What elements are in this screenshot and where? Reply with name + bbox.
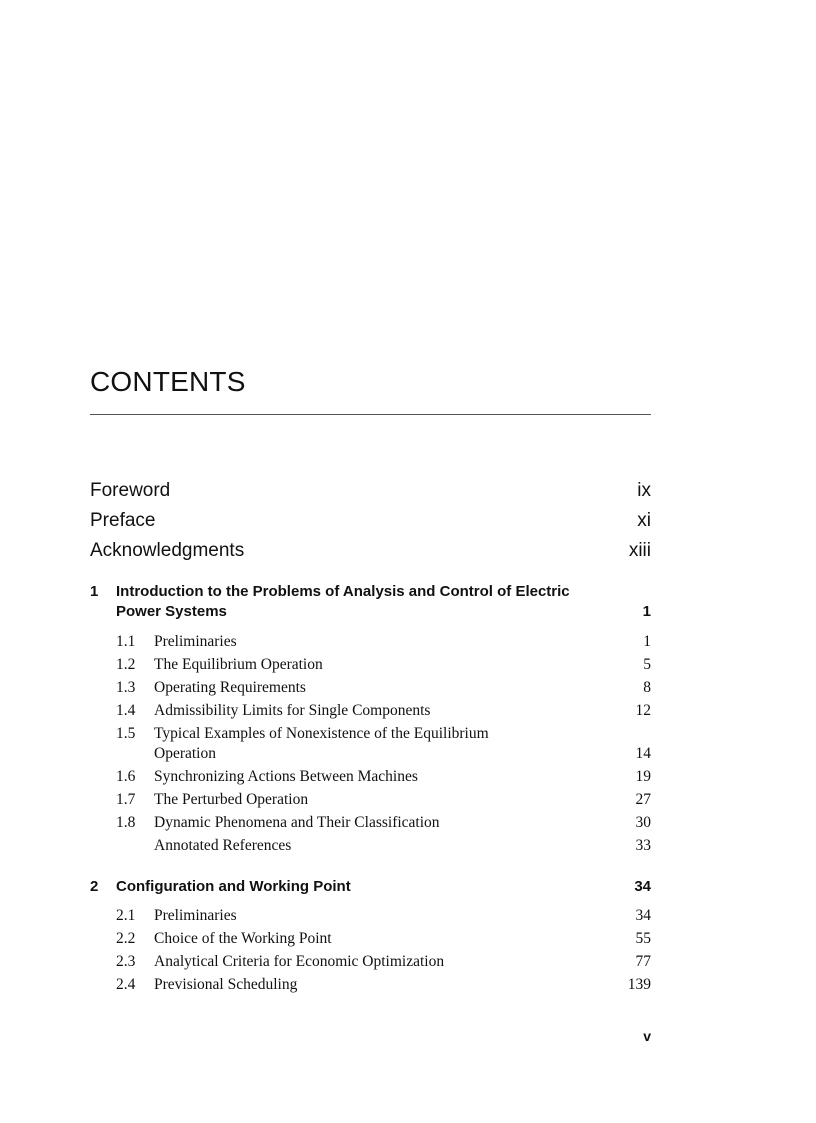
title-rule bbox=[90, 414, 651, 415]
toc-section-1-8[interactable] bbox=[116, 813, 651, 833]
section-page: 139 bbox=[627, 976, 651, 993]
section-page: 33 bbox=[635, 837, 651, 854]
section-number: 2.4 bbox=[116, 976, 136, 993]
section-title: Preliminaries bbox=[154, 907, 237, 924]
toc-section-annotated-references[interactable] bbox=[116, 836, 651, 856]
page-title: CONTENTS bbox=[90, 366, 246, 397]
toc-section-1-3[interactable] bbox=[116, 678, 651, 698]
section-number: 2.2 bbox=[116, 930, 136, 947]
section-title: Choice of the Working Point bbox=[154, 930, 332, 947]
toc-section-1-7[interactable] bbox=[116, 790, 651, 810]
toc-section-1-1[interactable] bbox=[116, 632, 651, 652]
section-number: 2.1 bbox=[116, 907, 136, 924]
toc-entry-foreword[interactable] bbox=[90, 478, 651, 504]
section-page: 14 bbox=[635, 745, 651, 762]
section-title: Analytical Criteria for Economic Optimization bbox=[154, 953, 445, 970]
section-title: Synchronizing Actions Between Machines bbox=[154, 768, 418, 785]
section-page: 34 bbox=[635, 907, 651, 924]
toc-chapter-2[interactable] bbox=[90, 877, 651, 897]
section-title: Annotated References bbox=[154, 837, 292, 854]
section-title: Preliminaries bbox=[154, 633, 237, 650]
toc-section-1-2[interactable] bbox=[116, 655, 651, 675]
chapter-title: Configuration and Working Point bbox=[116, 878, 351, 895]
section-page: 5 bbox=[643, 656, 651, 673]
chapter-number: 1 bbox=[90, 583, 99, 600]
section-number: 1.6 bbox=[116, 768, 136, 785]
toc-section-2-3[interactable] bbox=[116, 952, 651, 972]
section-number: 1.3 bbox=[116, 679, 136, 696]
page-number: v bbox=[643, 1028, 651, 1044]
section-title: Operating Requirements bbox=[154, 679, 306, 696]
section-title: Admissibility Limits for Single Components bbox=[154, 702, 431, 719]
toc-section-2-4[interactable] bbox=[116, 975, 651, 995]
section-number: 1.1 bbox=[116, 633, 136, 650]
section-number: 2.3 bbox=[116, 953, 136, 970]
toc-section-2-2[interactable] bbox=[116, 929, 651, 949]
toc-entry-label: Preface bbox=[90, 510, 156, 531]
toc-entry-acknowledgments[interactable] bbox=[90, 538, 651, 564]
toc-entry-page: xi bbox=[637, 510, 651, 531]
toc-entry-page: xiii bbox=[628, 540, 651, 561]
section-number: 1.5 bbox=[116, 725, 136, 742]
section-title: The Equilibrium Operation bbox=[154, 656, 323, 673]
chapter-page: 34 bbox=[634, 878, 651, 895]
toc-entry-label: Foreword bbox=[90, 480, 171, 501]
toc-entry-preface[interactable] bbox=[90, 508, 651, 534]
toc-section-2-1[interactable] bbox=[116, 906, 651, 926]
toc-section-1-4[interactable] bbox=[116, 701, 651, 721]
section-page: 77 bbox=[635, 953, 651, 970]
section-page: 12 bbox=[635, 702, 651, 719]
chapter-page: 1 bbox=[642, 603, 651, 620]
toc-section-1-6[interactable] bbox=[116, 767, 651, 787]
chapter-title: Introduction to the Problems of Analysis and Control of Electric Power Systems bbox=[116, 583, 570, 620]
toc-section-1-5[interactable] bbox=[116, 724, 651, 764]
section-title: Dynamic Phenomena and Their Classification bbox=[154, 814, 440, 831]
section-page: 30 bbox=[635, 814, 651, 831]
section-page: 8 bbox=[643, 679, 651, 696]
section-number: 1.2 bbox=[116, 656, 136, 673]
section-title: Previsional Scheduling bbox=[154, 976, 298, 993]
section-page: 27 bbox=[635, 791, 651, 808]
section-page: 55 bbox=[635, 930, 651, 947]
section-page: 1 bbox=[643, 633, 651, 650]
section-number: 1.7 bbox=[116, 791, 136, 808]
toc-chapter-1[interactable] bbox=[90, 582, 651, 622]
section-page: 19 bbox=[635, 768, 651, 785]
toc-entry-label: Acknowledgments bbox=[90, 540, 245, 561]
toc-entry-page: ix bbox=[637, 480, 651, 501]
section-number: 1.4 bbox=[116, 702, 136, 719]
section-title: Typical Examples of Nonexistence of the Equilibrium Operation bbox=[154, 725, 489, 762]
chapter-number: 2 bbox=[90, 878, 99, 895]
section-title: The Perturbed Operation bbox=[154, 791, 309, 808]
section-number: 1.8 bbox=[116, 814, 136, 831]
